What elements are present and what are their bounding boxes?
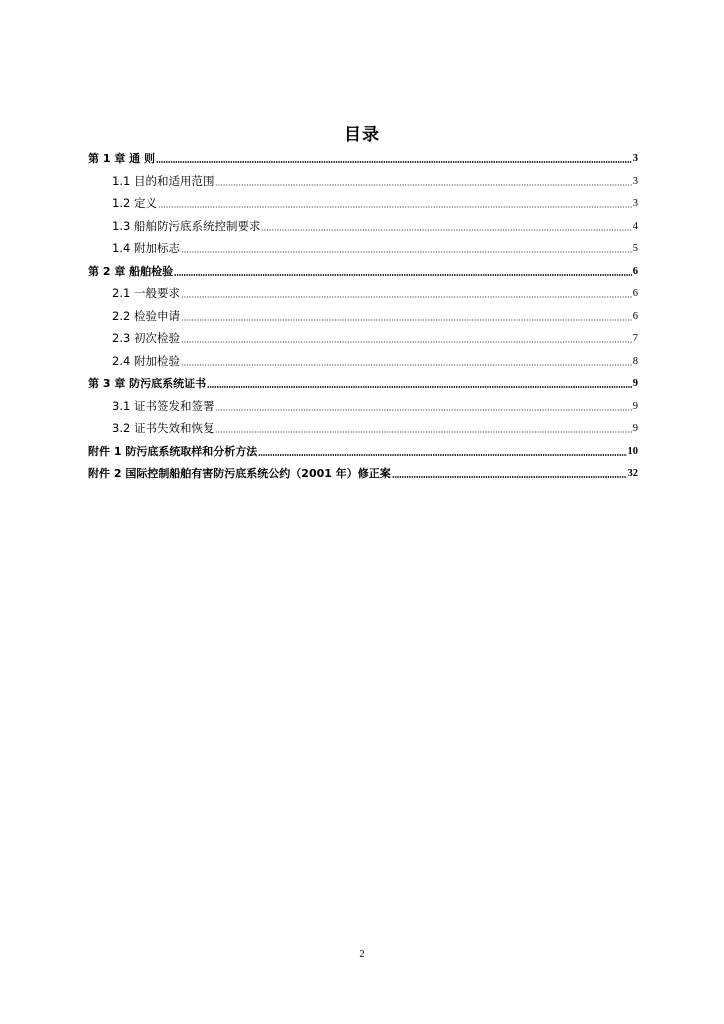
toc-entry-label: 2.1 一般要求 [112,286,180,300]
toc-chapter-entry[interactable] [88,462,638,482]
toc-section-entry[interactable] [112,192,638,212]
toc-dot-leader [261,228,631,232]
toc-entry-label: 第 3 章 防污底系统证书 [88,377,207,390]
toc-section-entry[interactable] [112,215,638,235]
toc-entry-label: 附件 1 防污底系统取样和分析方法 [88,444,258,458]
toc-entry-label: 1.3 船舶防污底系统控制要求 [112,218,261,233]
page-number: 2 [359,949,365,960]
toc-entry-label: 第 1 章 通 则 [88,152,155,165]
toc-entry-page-number: 6 [632,310,638,322]
toc-chapter-entry[interactable] [88,147,638,167]
toc-entry-page-number: 10 [627,445,638,457]
toc-dot-leader [156,160,632,164]
toc-entry-page-number: 7 [632,333,638,344]
toc-entry-label: 3.1 证书签发和签署 [112,398,215,413]
toc-section-entry[interactable] [112,282,638,302]
toc-dot-leader [181,295,632,299]
toc-entry-page-number: 6 [632,265,638,277]
toc-section-entry[interactable] [112,417,638,437]
toc-entry-label: 2.4 附加检验 [112,353,180,368]
toc-entry-page-number: 3 [632,198,638,209]
toc-dot-leader [215,408,631,412]
toc-entry-page-number: 3 [632,175,638,187]
toc-chapter-entry[interactable] [88,440,638,460]
toc-section-entry[interactable] [112,350,638,370]
toc-dot-leader [215,430,631,434]
toc-dot-leader [207,385,632,389]
toc-dot-leader [174,273,632,277]
toc-dot-leader [258,453,626,457]
toc-entry-page-number: 3 [632,153,638,164]
toc-section-entry[interactable] [112,305,638,325]
toc-entry-label: 1.4 附加标志 [112,241,180,255]
toc-chapter-entry[interactable] [88,260,638,280]
toc-section-entry[interactable] [112,237,638,257]
toc-title: 目录 [344,125,380,145]
toc-entry-page-number: 9 [632,423,638,434]
toc-entry-page-number: 5 [632,243,638,254]
toc-entry-label: 附件 2 国际控制船舶有害防污底系统公约（2001 年）修正案 [88,467,391,480]
toc-entry-page-number: 6 [632,288,638,299]
toc-entry-page-number: 9 [632,400,638,412]
toc-dot-leader [181,363,632,367]
toc-entry-label: 3.2 证书失效和恢复 [112,421,215,435]
toc-dot-leader [215,183,631,187]
toc-dot-leader [181,340,632,344]
toc-section-entry[interactable] [112,170,638,190]
toc-entry-label: 第 2 章 船舶检验 [88,264,174,278]
toc-entry-page-number: 4 [632,220,638,232]
toc-section-entry[interactable] [112,327,638,347]
toc-entry-label: 1.1 目的和适用范围 [112,173,215,188]
toc-dot-leader [392,475,627,479]
toc-entry-label: 2.2 检验申请 [112,308,180,323]
toc-entry-label: 2.3 初次检验 [112,331,180,345]
toc-dot-leader [181,318,632,322]
toc-entry-label: 1.2 定义 [112,196,157,210]
toc-dot-leader [181,250,632,254]
toc-entry-page-number: 32 [627,468,638,479]
toc-dot-leader [158,205,632,209]
toc-chapter-entry[interactable] [88,372,638,392]
toc-entry-page-number: 8 [632,355,638,367]
toc-entry-page-number: 9 [632,378,638,389]
toc-section-entry[interactable] [112,395,638,415]
